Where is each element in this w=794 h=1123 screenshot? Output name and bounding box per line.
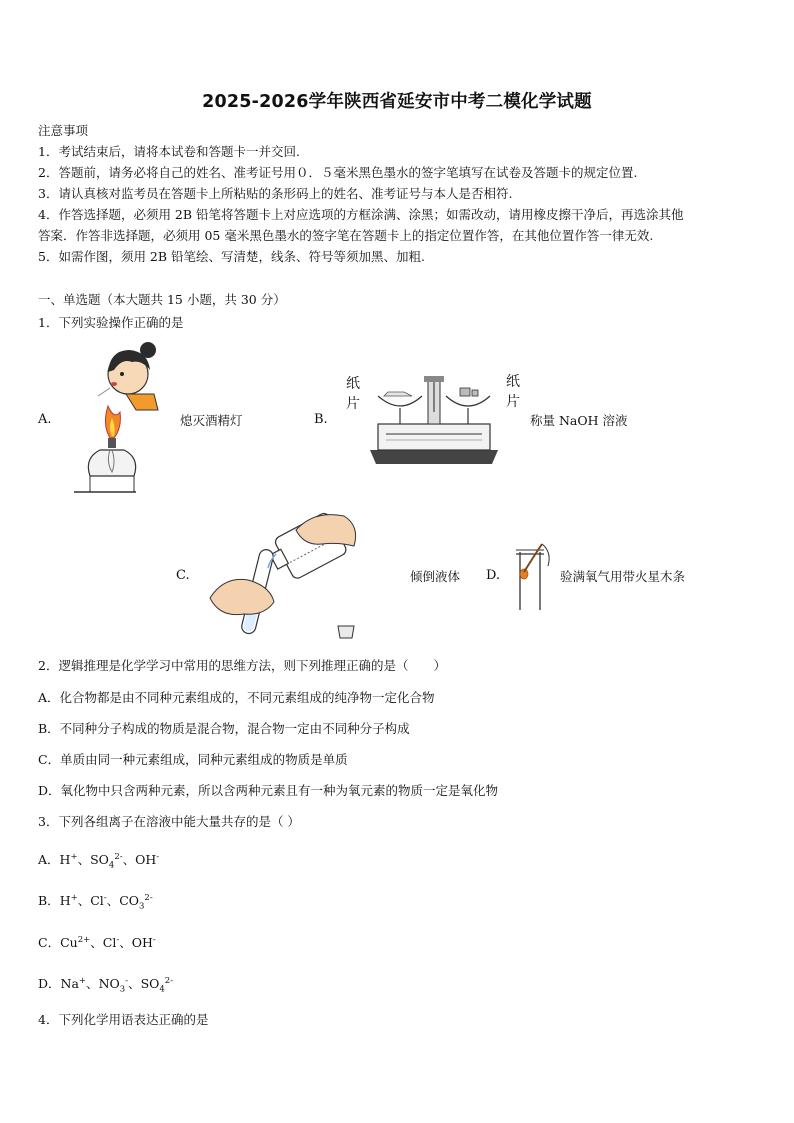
option-letter: D． (38, 976, 61, 991)
pouring-liquid-illustration (204, 506, 364, 642)
q2-option-a: A．化合物都是由不同种元素组成的，不同元素组成的纯净物一定化合物 (38, 690, 435, 705)
ion: OH (135, 852, 157, 867)
q3-option-d (38, 974, 174, 995)
notice-item-5: 5．如需作图，须用 2B 铅笔绘、写清楚，线条、符号等须加黑、加粗. (38, 249, 426, 264)
ion-charge: - (156, 851, 160, 862)
notice-item-4: 4．作答选择题，必须用 2B 铅笔将答题卡上对应选项的方框涂满、涂黑；如需改动，请用橡皮擦干净后，再选涂其他 (38, 207, 684, 222)
separator: 、 (119, 935, 132, 950)
separator: 、 (90, 935, 103, 950)
ion: NO (98, 976, 120, 991)
ion-charge: - (103, 892, 107, 903)
balance-illustration (364, 372, 504, 470)
ion: Cu (60, 935, 78, 950)
option-letter: A． (38, 852, 60, 867)
alcohol-lamp-illustration (66, 336, 166, 496)
paper-label-left: 纸片 (346, 376, 360, 412)
question-2-stem: 2．逻辑推理是化学学习中常用的思维方法，则下列推理正确的是（ ） (38, 658, 446, 673)
notice-item-4-cont: 答案．作答非选择题，必须用 05 毫米黑色墨水的签字笔在答题卡上的指定位置作答，在其他位置作答一律无效. (38, 228, 654, 243)
ion-charge: 2+ (77, 934, 91, 945)
option-letter: B． (38, 893, 60, 908)
q1-option-b-label: B. (314, 412, 328, 427)
q3-option-a (38, 850, 160, 871)
separator: 、 (122, 852, 136, 867)
ion: Cl (90, 893, 104, 908)
separator: 、 (106, 893, 120, 908)
q1-option-d-label: D. (486, 568, 501, 583)
ion: OH (131, 935, 153, 950)
q1-option-c-caption: 倾倒液体 (410, 569, 461, 584)
q1-option-a-caption: 熄灭酒精灯 (180, 413, 243, 428)
q2-option-d: D．氧化物中只含两种元素，所以含两种元素且有一种为氧元素的物质一定是氧化物 (38, 783, 499, 798)
ion-charge: - (152, 934, 156, 945)
ion: Na (60, 976, 79, 991)
ion-subscript: 4 (159, 984, 165, 995)
separator: 、 (86, 976, 99, 991)
option-letter: C． (38, 935, 61, 950)
q2-option-c: C．单质由同一种元素组成，同种元素组成的物质是单质 (38, 752, 348, 767)
ion-charge: + (70, 851, 78, 862)
q2-option-b: B．不同种分子构成的物质是混合物，混合物一定由不同种分子构成 (38, 721, 410, 736)
ion: SO (140, 976, 160, 991)
ion: SO (90, 852, 109, 867)
ion-charge: - (125, 975, 129, 986)
ion-subscript: 3 (139, 901, 145, 912)
separator: 、 (128, 976, 141, 991)
ion: H (59, 852, 71, 867)
notice-heading: 注意事项 (38, 123, 89, 138)
ion: CO (119, 893, 139, 908)
oxygen-test-illustration (512, 542, 558, 612)
ion-charge: + (78, 975, 87, 986)
section-heading: 一、单选题（本大题共 15 小题，共 30 分） (38, 292, 286, 307)
q3-option-c (38, 933, 156, 951)
notice-item-1: 1．考试结束后，请将本试卷和答题卡一并交回. (38, 144, 300, 159)
separator: 、 (77, 893, 91, 908)
q3-option-b (38, 891, 153, 912)
q1-option-d-caption: 验满氧气用带火星木条 (560, 569, 686, 584)
paper-label-right: 纸片 (506, 374, 520, 410)
ion-subscript: 3 (119, 984, 126, 995)
notice-item-3: 3．请认真核对监考员在答题卡上所粘贴的条形码上的姓名、准考证号与本人是否相符. (38, 186, 513, 201)
q1-option-c-label: C. (176, 568, 190, 583)
question-3-stem: 3．下列各组离子在溶液中能大量共存的是（ ） (38, 814, 300, 829)
q1-option-b-caption: 称量 NaOH 溶液 (530, 413, 628, 428)
q1-option-a-label: A. (38, 412, 52, 427)
ion-charge: - (116, 934, 120, 945)
ion-charge: 2- (144, 892, 153, 903)
ion-charge: 2- (114, 851, 123, 862)
ion: Cl (102, 935, 117, 950)
ion-subscript: 4 (108, 860, 115, 871)
ion-charge: 2- (164, 975, 174, 986)
ion: H (59, 893, 71, 908)
ion-charge: + (70, 892, 78, 903)
page-title: 2025-2026学年陕西省延安市中考二模化学试题 (202, 92, 592, 112)
separator: 、 (77, 852, 91, 867)
notice-item-2: 2．答题前，请务必将自己的姓名、准考证号用０．５毫米黑色墨水的签字笔填写在试卷及答题卡的规定位置. (38, 165, 638, 180)
question-4-stem: 4．下列化学用语表达正确的是 (38, 1012, 209, 1027)
question-1-stem: 1．下列实验操作正确的是 (38, 315, 184, 330)
